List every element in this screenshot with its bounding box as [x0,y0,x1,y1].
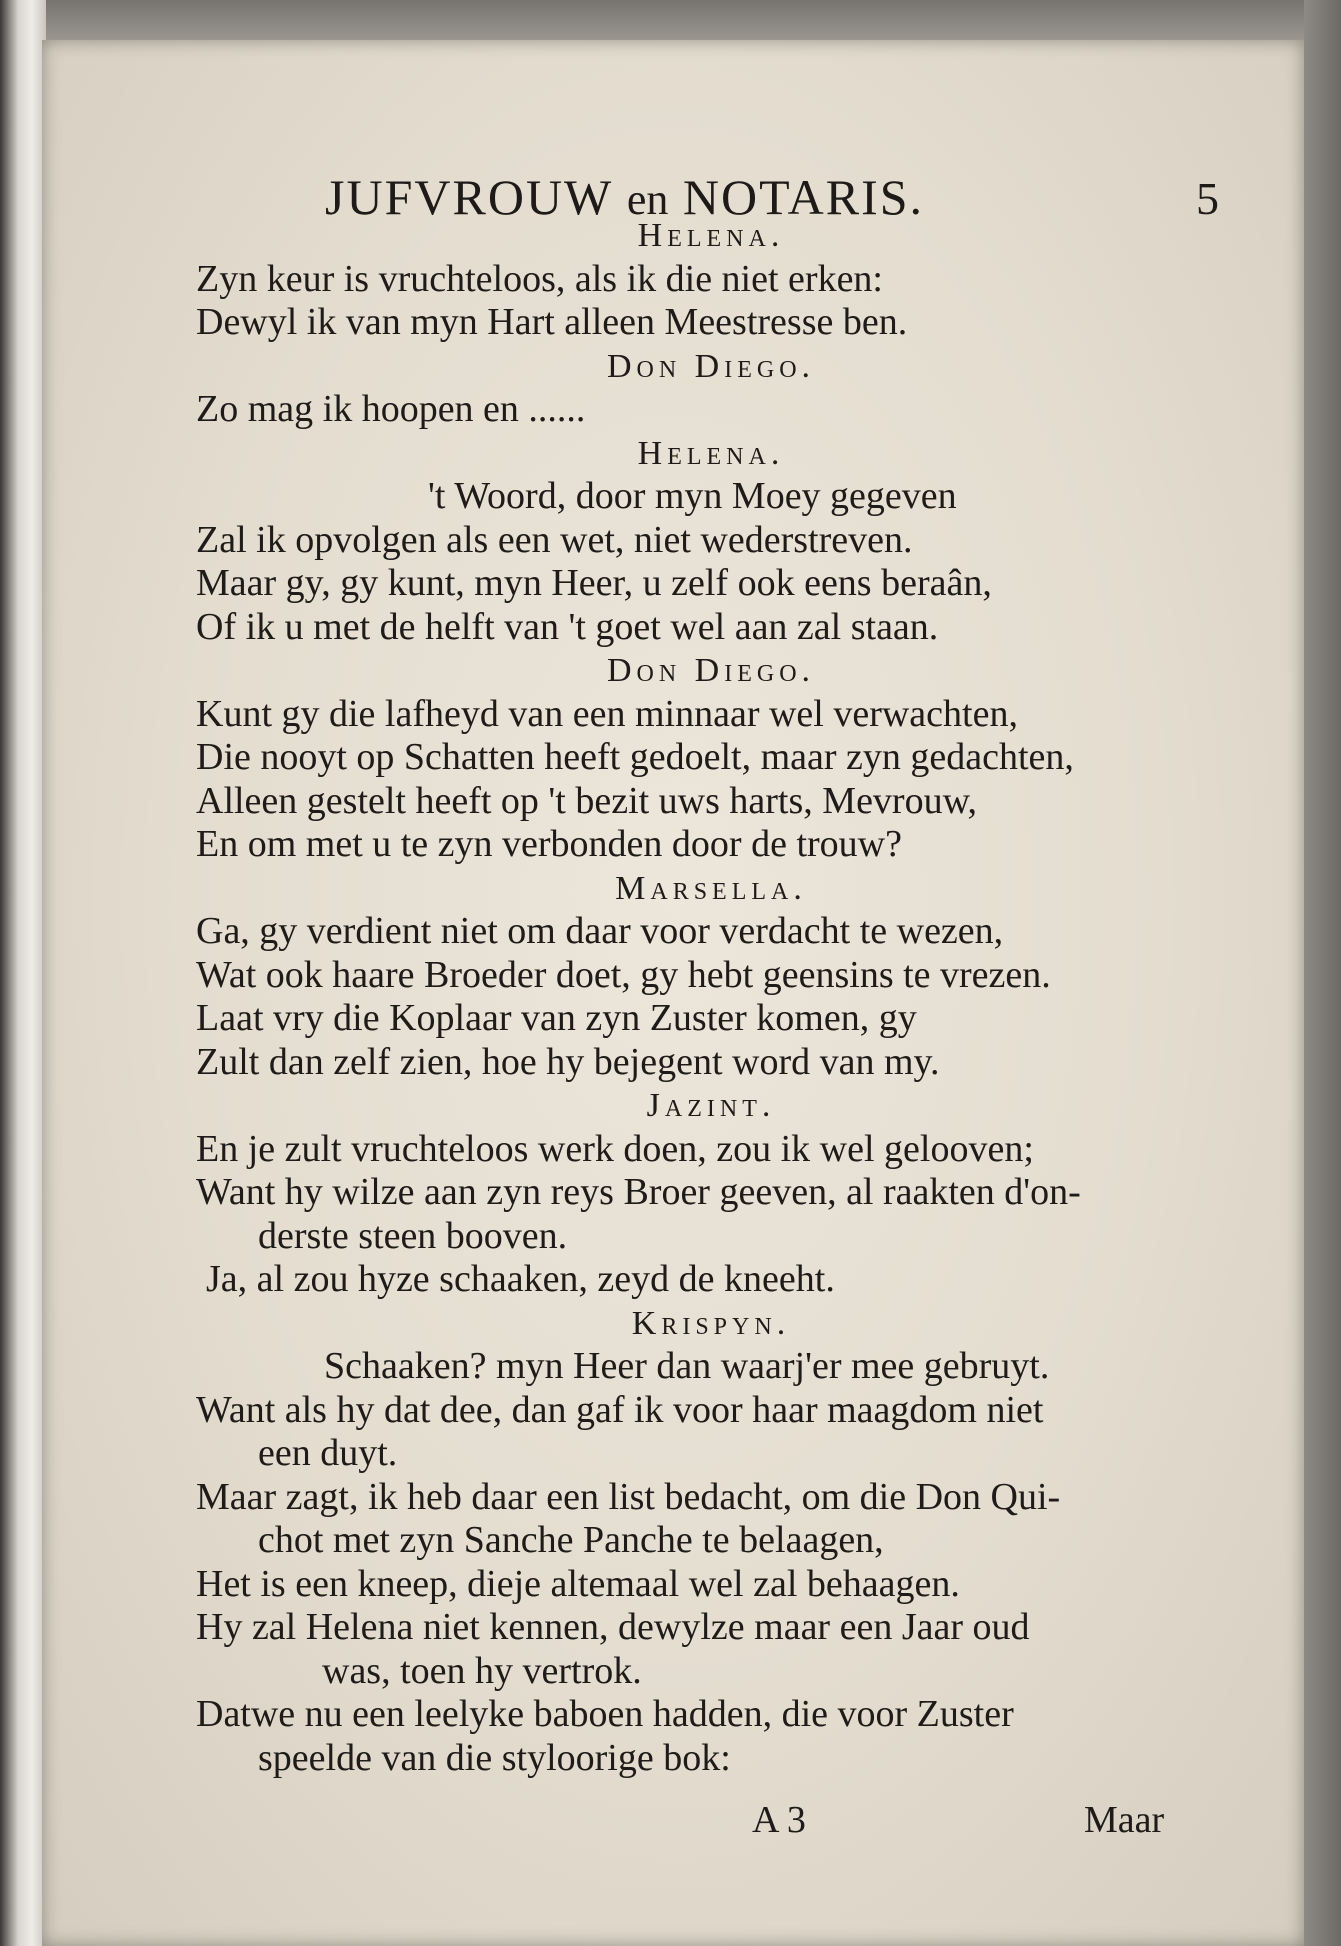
verse-line: speelde van die styloorige bok: [258,1736,731,1779]
verse-line: Kunt gy die lafheyd van een minnaar wel verwachten, [196,692,1018,735]
speaker-name: Don Diego. [606,652,816,689]
verse-line: derste steen booven. [258,1214,568,1257]
speaker-name: Krispyn. [631,1304,791,1342]
verse-line: Die nooyt op Schatten heeft gedoelt, maar zyn gedachten, [196,736,1074,778]
verse-line: Zo mag ik hoopen en ...... [196,388,586,430]
verse-line: En om met u te zyn verbonden door de trouw? [196,823,902,865]
verse-line: Schaaken? myn Heer dan waarj'er mee gebruyt. [324,1345,1050,1387]
book-left-edge [0,0,46,1946]
verse-line: Laat vry die Koplaar van zyn Zuster komen, gy [196,997,917,1039]
speaker-name: Helena. [637,434,785,472]
signature-mark: A 3 [752,1799,806,1841]
speaker-name: Don Diego. [606,347,816,385]
speaker-name: Helena. [637,217,785,254]
verse-line: Alleen gestelt heeft op 't bezit uws harts, Mevrouw, [196,779,978,822]
verse-line: Datwe nu een leelyke baboen hadden, die voor Zuster [196,1693,1014,1735]
book-top-edge [0,0,1341,40]
verse-line: was, toen hy vertrok. [322,1649,642,1692]
verse-line: chot met zyn Sanche Panche te belaagen, [258,1519,884,1561]
running-head-conjunction: en [626,175,669,224]
speaker-name: Marsella. [615,869,807,907]
verse-line: Ja, al zou hyze schaaken, zeyd de kneeht. [206,1258,835,1300]
verse-line: En je zult vruchteloos werk doen, zou ik wel gelooven; [196,1127,1034,1170]
running-head-title-2: NOTARIS. [682,169,925,225]
verse-line: Zal ik opvolgen als een wet, niet wederstreven. [196,518,913,561]
catchword: Maar [1084,1799,1165,1841]
verse-line: Dewyl ik van myn Hart alleen Meestresse ben. [196,301,908,343]
verse-line: Maar gy, gy kunt, myn Heer, u zelf ook eens beraân, [196,562,992,604]
verse-line: een duyt. [258,1432,398,1474]
verse-line: Hy zal Helena niet kennen, dewylze maar een Jaar oud [196,1606,1030,1648]
page-footer [196,1798,1226,1842]
verse-line: Maar zagt, ik heb daar een list bedacht, om die Don Qui- [196,1475,1061,1518]
book-right-edge [1304,0,1341,1946]
verse-line: Of ik u met de helft van 't goet wel aan zal staan. [196,605,939,648]
verse-line: Wat ook haare Broeder doet, gy hebt geensins te vrezen. [196,953,1051,996]
play-text [196,214,1226,1780]
verse-line: 't Woord, door myn Moey gegeven [428,475,957,517]
verse-line: Zyn keur is vruchteloos, als ik die niet erken: [196,257,883,300]
verse-line: Want als hy dat dee, dan gaf ik voor haar maagdom niet [196,1388,1044,1431]
verse-line: Zult dan zelf zien, hoe hy bejegent word van my. [196,1040,940,1083]
running-head-title-1: JUFVROUW [325,169,613,225]
page-number: 5 [1196,173,1219,224]
verse-line: Ga, gy verdient niet om daar voor verdacht te wezen, [196,910,1004,952]
speaker-name: Jazint. [646,1087,776,1124]
verse-line: Het is een kneep, dieje altemaal wel zal behaagen. [196,1562,960,1605]
verse-line: Want hy wilze aan zyn reys Broer geeven, al raakten d'on- [196,1171,1081,1213]
